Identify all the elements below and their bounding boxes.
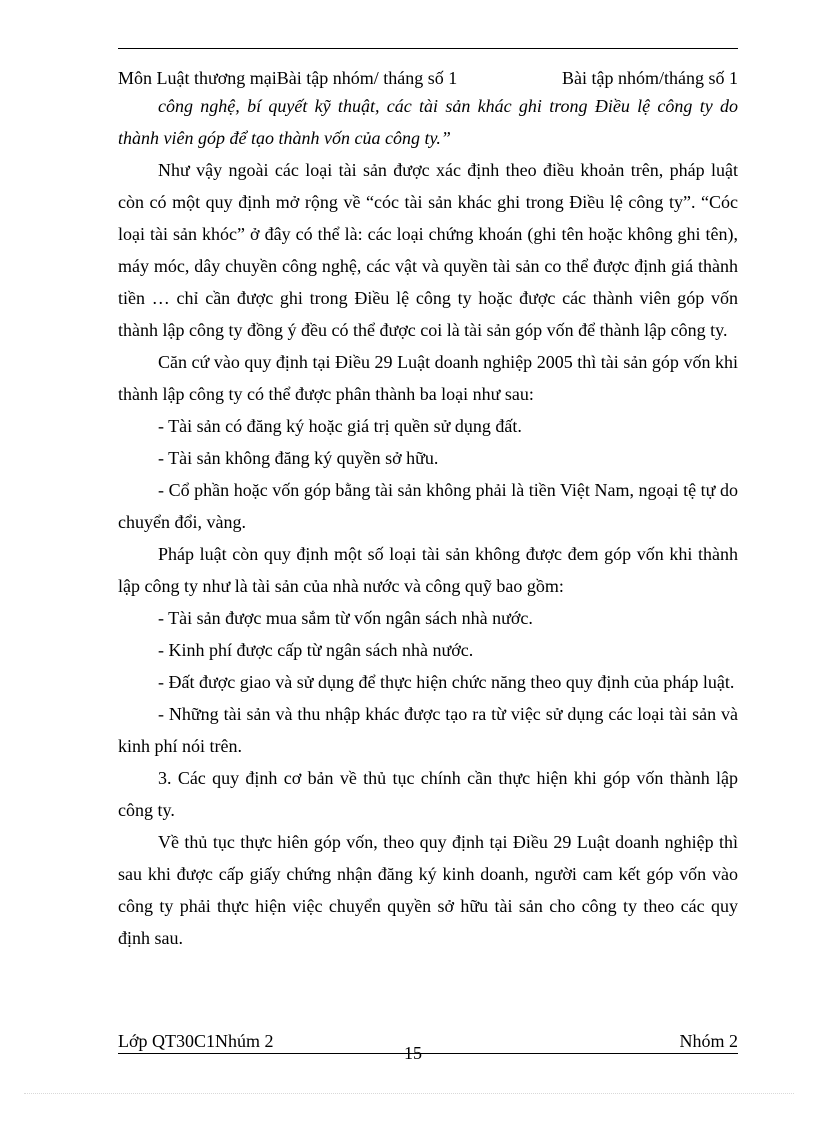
footer-right-text: Nhóm 2 <box>679 1031 738 1051</box>
paragraph: Như vậy ngoài các loại tài sản được xác định theo điều khoản trên, pháp luật còn có một quy định mở rộng về “cóc tài sản khác ghi trong Điều lệ công ty”. “Cóc loại tài sản khóc” ở đây có thể là: các loại chứng khoán (ghi tên hoặc không ghi tên), máy móc, dây chuyền công nghệ, các vật và quyền tài sản co thể được định giá thành tiền … chỉ cần được ghi trong Điều lệ công ty hoặc được các thành viên góp vốn thành lập công ty đồng ý đều có thể được coi là tài sản góp vốn để thành lập công ty. <box>118 160 738 340</box>
list-item: - Những tài sản và thu nhập khác được tạo ra từ việc sử dụng các loại tài sản và kinh phí nói trên. <box>118 704 738 756</box>
section-heading: 3. Các quy định cơ bản về thủ tục chính cần thực hiện khi góp vốn thành lập công ty. <box>118 768 738 820</box>
header-right-text: Bài tập nhóm/tháng số 1 <box>562 68 738 88</box>
list-item: - Cổ phần hoặc vốn góp bằng tài sản không phải là tiền Việt Nam, ngoại tệ tự do chuyển đổi, vàng. <box>118 480 738 532</box>
list-item: - Đất được giao và sử dụng để thực hiện chức năng theo quy định của pháp luật. <box>158 672 735 692</box>
footer-left-text: Lớp QT30C1Nhúm 2 <box>118 1031 274 1051</box>
page-number: 15 <box>404 1043 422 1063</box>
list-item: - Tài sản được mua sắm từ vốn ngân sách nhà nước. <box>158 608 533 628</box>
page-header <box>118 68 738 92</box>
footer-rule <box>118 1053 738 1054</box>
list-item: - Tài sản không đăng ký quyền sở hữu. <box>158 448 439 468</box>
body-text <box>118 90 738 954</box>
paragraph: công nghệ, bí quyết kỹ thuật, các tài sản khác ghi trong Điều lệ công ty do thành viên góp để tạo thành vốn của công ty.” <box>118 96 738 148</box>
page-footer <box>118 1031 738 1055</box>
list-item: - Tài sản có đăng ký hoặc giá trị quền sử dụng đất. <box>158 416 522 436</box>
list-item: - Kinh phí được cấp từ ngân sách nhà nước. <box>158 640 474 660</box>
paragraph: Căn cứ vào quy định tại Điều 29 Luật doanh nghiệp 2005 thì tài sản góp vốn khi thành lập công ty có thể được phân thành ba loại như sau: <box>118 352 738 404</box>
header-rule <box>118 48 738 49</box>
page-bottom-divider <box>24 1093 794 1094</box>
header-left-text: Môn Luật thương mạiBài tập nhóm/ tháng số 1 <box>118 68 458 88</box>
paragraph: Về thủ tục thực hiên góp vốn, theo quy định tại Điều 29 Luật doanh nghiệp thì sau khi được cấp giấy chứng nhận đăng ký kinh doanh, người cam kết góp vốn vào công ty phải thực hiện việc chuyển quyền sở hữu tài sản cho công ty theo các quy định sau. <box>118 832 738 948</box>
paragraph: Pháp luật còn quy định một số loại tài sản không được đem góp vốn khi thành lập công ty như là tài sản của nhà nước và công quỹ bao gồm: <box>118 544 738 596</box>
